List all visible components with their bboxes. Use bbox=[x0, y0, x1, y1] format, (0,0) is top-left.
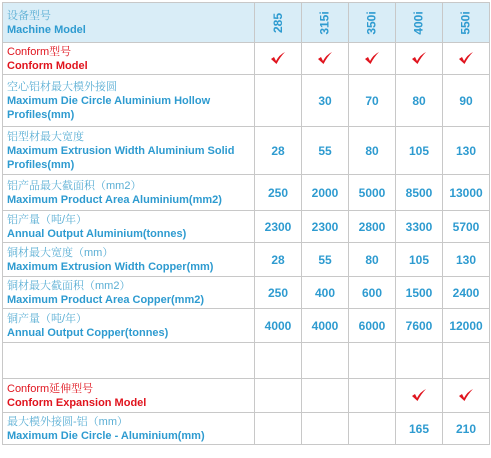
value-cell: 30 bbox=[302, 75, 349, 127]
check-cell bbox=[396, 43, 443, 75]
header-label-en: Machine Model bbox=[7, 23, 86, 36]
value-cell: 210 bbox=[443, 413, 490, 445]
check-cell bbox=[255, 379, 302, 413]
empty-cell bbox=[443, 343, 490, 379]
row-label bbox=[3, 127, 255, 175]
row-label-zh: 铝型材最大宽度 bbox=[7, 130, 84, 143]
value-cell: 80 bbox=[349, 127, 396, 175]
row-label-zh: Conform延伸型号 bbox=[7, 382, 94, 395]
empty-cell bbox=[349, 343, 396, 379]
check-cell bbox=[302, 379, 349, 413]
table-row bbox=[3, 75, 490, 127]
empty-cell bbox=[3, 343, 255, 379]
check-mark-icon bbox=[270, 51, 286, 65]
check-mark-icon bbox=[458, 388, 474, 402]
check-mark-icon bbox=[364, 51, 380, 65]
value-cell: 250 bbox=[255, 277, 302, 309]
row-label bbox=[3, 211, 255, 243]
row-label bbox=[3, 379, 255, 413]
model-285: 285 bbox=[255, 3, 302, 43]
value-cell: 600 bbox=[349, 277, 396, 309]
row-label-en: Maximum Product Area Aluminium(mm2) bbox=[7, 193, 222, 206]
row-label bbox=[3, 75, 255, 127]
model-350i: 350i bbox=[349, 3, 396, 43]
check-cell bbox=[302, 43, 349, 75]
row-label-en: Maximum Product Area Copper(mm2) bbox=[7, 293, 205, 306]
row-label-en: Annual Output Copper(tonnes) bbox=[7, 326, 169, 339]
value-cell: 2400 bbox=[443, 277, 490, 309]
model-550i: 550i bbox=[443, 3, 490, 43]
header-label-cell bbox=[3, 3, 255, 43]
value-cell: 13000 bbox=[443, 175, 490, 211]
row-label-zh: 空心铝材最大模外接圆 bbox=[7, 80, 117, 93]
model-315i: 315i bbox=[302, 3, 349, 43]
header-label-zh: 设备型号 bbox=[7, 9, 51, 22]
value-cell: 55 bbox=[302, 243, 349, 277]
row-label-zh: 最大模外接圆-铝（mm） bbox=[7, 415, 128, 428]
value-cell: 8500 bbox=[396, 175, 443, 211]
table-row bbox=[3, 175, 490, 211]
check-mark-icon bbox=[458, 51, 474, 65]
value-cell: 2800 bbox=[349, 211, 396, 243]
value-cell: 5000 bbox=[349, 175, 396, 211]
table-row bbox=[3, 43, 490, 75]
check-cell bbox=[349, 43, 396, 75]
row-label-zh: 铜材最大宽度（mm） bbox=[7, 246, 114, 259]
value-cell: 400 bbox=[302, 277, 349, 309]
table-row bbox=[3, 413, 490, 445]
table-row bbox=[3, 277, 490, 309]
check-cell bbox=[396, 379, 443, 413]
value-cell bbox=[255, 413, 302, 445]
empty-row bbox=[3, 343, 490, 379]
spec-table bbox=[2, 2, 490, 445]
row-label bbox=[3, 413, 255, 445]
model-400i: 400i bbox=[396, 3, 443, 43]
row-label bbox=[3, 43, 255, 75]
value-cell bbox=[255, 75, 302, 127]
value-cell: 80 bbox=[396, 75, 443, 127]
check-cell bbox=[349, 379, 396, 413]
value-cell: 5700 bbox=[443, 211, 490, 243]
check-mark-icon bbox=[411, 388, 427, 402]
value-cell: 3300 bbox=[396, 211, 443, 243]
row-label bbox=[3, 277, 255, 309]
row-label bbox=[3, 175, 255, 211]
row-label-zh: Conform型号 bbox=[7, 45, 72, 58]
value-cell: 250 bbox=[255, 175, 302, 211]
table-row bbox=[3, 127, 490, 175]
row-label bbox=[3, 243, 255, 277]
empty-cell bbox=[255, 343, 302, 379]
value-cell: 105 bbox=[396, 243, 443, 277]
empty-cell bbox=[396, 343, 443, 379]
empty-cell bbox=[302, 343, 349, 379]
value-cell bbox=[349, 413, 396, 445]
check-cell bbox=[443, 43, 490, 75]
value-cell: 90 bbox=[443, 75, 490, 127]
row-label-zh: 铝产量（吨/年） bbox=[7, 213, 88, 226]
value-cell: 80 bbox=[349, 243, 396, 277]
value-cell: 7600 bbox=[396, 309, 443, 343]
row-label-en: Conform Model bbox=[7, 59, 88, 72]
row-label-en: Maximum Die Circle - Aluminium(mm) bbox=[7, 429, 205, 442]
check-mark-icon bbox=[411, 51, 427, 65]
table-row bbox=[3, 243, 490, 277]
row-label-en: Maximum Die Circle Aluminium Hollow Profiles(mm) bbox=[7, 94, 211, 121]
row-label-zh: 铜产量（吨/年） bbox=[7, 312, 88, 325]
value-cell: 55 bbox=[302, 127, 349, 175]
row-label-en: Conform Expansion Model bbox=[7, 396, 147, 409]
row-label-en: Maximum Extrusion Width Copper(mm) bbox=[7, 260, 214, 273]
value-cell: 2000 bbox=[302, 175, 349, 211]
value-cell: 6000 bbox=[349, 309, 396, 343]
value-cell: 4000 bbox=[255, 309, 302, 343]
table-row bbox=[3, 309, 490, 343]
check-mark-icon bbox=[317, 51, 333, 65]
table-row bbox=[3, 211, 490, 243]
table-row bbox=[3, 379, 490, 413]
value-cell bbox=[302, 413, 349, 445]
value-cell: 2300 bbox=[255, 211, 302, 243]
row-label-en: Annual Output Aluminium(tonnes) bbox=[7, 227, 187, 240]
value-cell: 70 bbox=[349, 75, 396, 127]
value-cell: 1500 bbox=[396, 277, 443, 309]
value-cell: 165 bbox=[396, 413, 443, 445]
check-cell bbox=[255, 43, 302, 75]
row-label-en: Maximum Extrusion Width Aluminium Solid Profiles(mm) bbox=[7, 144, 235, 171]
value-cell: 105 bbox=[396, 127, 443, 175]
check-cell bbox=[443, 379, 490, 413]
value-cell: 28 bbox=[255, 243, 302, 277]
value-cell: 130 bbox=[443, 243, 490, 277]
value-cell: 2300 bbox=[302, 211, 349, 243]
value-cell: 12000 bbox=[443, 309, 490, 343]
value-cell: 130 bbox=[443, 127, 490, 175]
row-label-zh: 铝产品最大截面积（mm2） bbox=[7, 179, 142, 192]
value-cell: 28 bbox=[255, 127, 302, 175]
value-cell: 4000 bbox=[302, 309, 349, 343]
header-row bbox=[3, 3, 490, 43]
row-label bbox=[3, 309, 255, 343]
row-label-zh: 铜材最大截面积（mm2） bbox=[7, 279, 131, 292]
